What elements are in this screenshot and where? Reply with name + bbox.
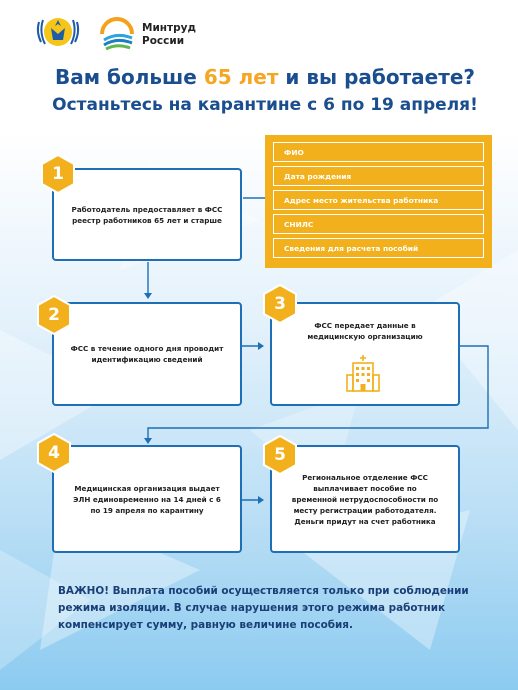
step-1-badge bbox=[40, 154, 76, 194]
step-4-box bbox=[52, 445, 242, 553]
step-5-text: Региональное отделение ФСС выплачивает пособие по временной нетрудоспособности по месту регистрации работодателя. Деньги придут на счет работника bbox=[291, 472, 439, 526]
step-1-number: 1 bbox=[52, 164, 64, 184]
registry-field: Адрес место жительства работника bbox=[273, 190, 484, 210]
step-5-badge bbox=[262, 435, 298, 475]
important-note: ВАЖНО! Выплата пособий осуществляется только при соблюдении режима изоляции. В случае нарушения этого режима работник компенсирует сумму, равную величине пособия. bbox=[58, 585, 469, 631]
registry-field: Сведения для расчета пособий bbox=[273, 238, 484, 258]
step-3-badge bbox=[262, 284, 298, 324]
step-3-number: 3 bbox=[274, 294, 286, 314]
step-1-box bbox=[52, 168, 242, 261]
org-name-line1: Минтруд bbox=[142, 22, 196, 34]
step-5-box bbox=[270, 445, 460, 553]
step-4-badge bbox=[36, 433, 72, 473]
hospital-building-icon bbox=[345, 353, 381, 393]
registry-fields-panel bbox=[265, 135, 492, 268]
step-4-text: Медицинская организация выдает ЭЛН единовременно на 14 дней с 6 по 19 апреля по карантину bbox=[73, 483, 221, 515]
step-2-text: ФСС в течение одного дня проводит идентификацию сведений bbox=[70, 344, 224, 364]
step-2-number: 2 bbox=[48, 305, 60, 325]
headline-part1: Вам больше bbox=[54, 65, 204, 89]
registry-field: ФИО bbox=[273, 142, 484, 162]
step-2-box bbox=[52, 302, 242, 406]
step-1-text: Работодатель предоставляет в ФСС реестр работников 65 лет и старше bbox=[71, 204, 223, 225]
step-3-text: ФСС передает данные в медицинскую организацию bbox=[307, 321, 423, 341]
registry-field: СНИЛС bbox=[273, 214, 484, 234]
headline-part2: и вы работаете? bbox=[278, 65, 475, 89]
subheadline: Останьтесь на карантине с 6 по 19 апреля! bbox=[52, 95, 478, 115]
registry-field: Дата рождения bbox=[273, 166, 484, 186]
step-5-number: 5 bbox=[274, 445, 286, 465]
org-name-line2: России bbox=[142, 35, 185, 47]
step-4-number: 4 bbox=[48, 443, 60, 463]
step-2-badge bbox=[36, 295, 72, 335]
headline-accent: 65 лет bbox=[203, 65, 279, 89]
